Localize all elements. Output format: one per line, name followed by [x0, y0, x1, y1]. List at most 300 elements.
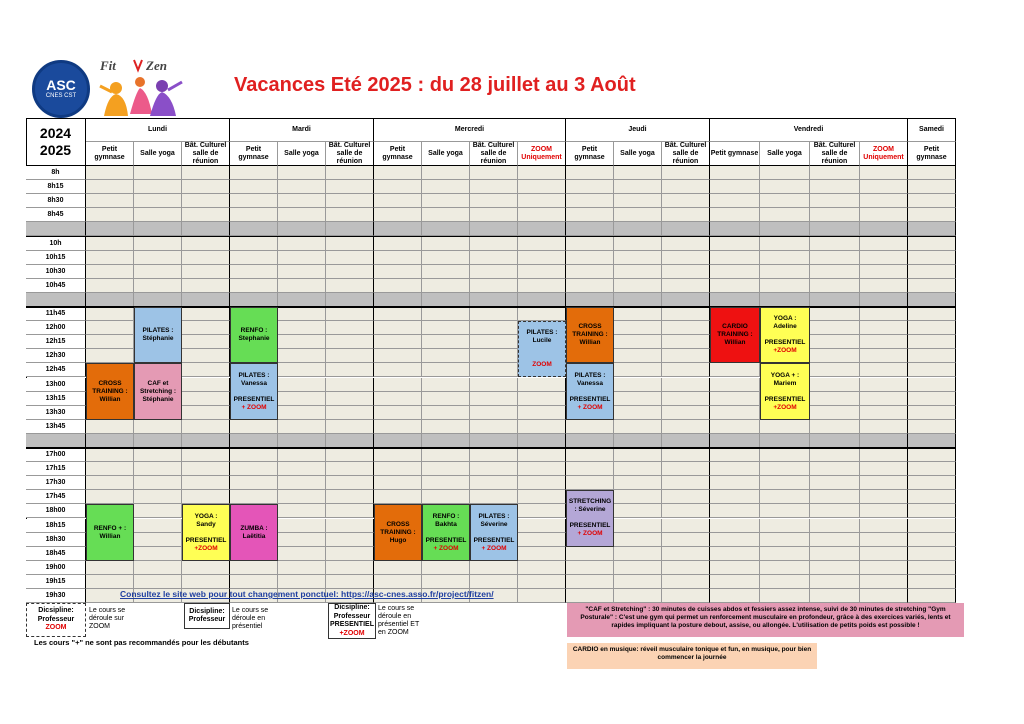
slot-cell — [470, 561, 518, 575]
slot-cell — [662, 265, 710, 279]
slot-cell — [614, 476, 662, 490]
room-header: Petit gymnase — [374, 142, 422, 166]
slot-cell — [230, 462, 278, 476]
room-header: Petit gymnase — [566, 142, 614, 166]
room-header: Bât. Culturel salle de réunion — [662, 142, 710, 166]
slot-cell — [908, 349, 956, 363]
slot-cell — [86, 208, 134, 222]
slot-cell — [134, 448, 182, 462]
legend-zoom-line2: Professeur — [37, 615, 75, 623]
slot-cell — [760, 237, 810, 251]
slot-cell — [86, 166, 134, 180]
slot-cell — [614, 519, 662, 533]
slot-cell — [810, 307, 860, 321]
slot-cell — [278, 406, 326, 420]
slot-cell — [326, 237, 374, 251]
slot-cell — [422, 265, 470, 279]
slot-cell — [710, 504, 760, 518]
slot-cell — [134, 166, 182, 180]
slot-cell — [662, 462, 710, 476]
slot-cell — [810, 575, 860, 589]
slot-cell — [860, 547, 908, 561]
slot-cell — [326, 490, 374, 504]
separator-cell — [182, 222, 230, 236]
class-text: PRESENTIEL — [764, 395, 806, 403]
slot-cell — [278, 462, 326, 476]
slot-cell — [518, 166, 566, 180]
slot-cell — [326, 349, 374, 363]
time-label: 12h00 — [26, 321, 86, 335]
time-label: 17h30 — [26, 476, 86, 490]
class-text: TRAINING : — [717, 331, 753, 339]
separator-cell — [470, 222, 518, 236]
slot-cell — [908, 392, 956, 406]
slot-cell — [182, 307, 230, 321]
slot-cell — [908, 237, 956, 251]
class-block[interactable] — [374, 504, 422, 560]
slot-cell — [422, 335, 470, 349]
slot-cell — [230, 476, 278, 490]
slot-cell — [86, 561, 134, 575]
slot-cell — [182, 251, 230, 265]
slot-cell — [908, 180, 956, 194]
separator-cell — [810, 293, 860, 307]
slot-cell — [518, 547, 566, 561]
slot-cell — [278, 575, 326, 589]
slot-cell — [278, 392, 326, 406]
slot-cell — [908, 448, 956, 462]
slot-cell — [710, 194, 760, 208]
slot-cell — [566, 265, 614, 279]
slot-cell — [182, 462, 230, 476]
class-text: YOGA : — [194, 512, 218, 520]
slot-cell — [422, 476, 470, 490]
separator-cell — [710, 434, 760, 448]
slot-cell — [182, 321, 230, 335]
slot-cell — [182, 194, 230, 208]
slot-cell — [470, 279, 518, 293]
class-block[interactable] — [134, 307, 182, 363]
slot-cell — [182, 166, 230, 180]
separator-cell — [230, 222, 278, 236]
slot-cell — [810, 237, 860, 251]
separator-cell — [182, 293, 230, 307]
slot-cell — [374, 462, 422, 476]
slot-cell — [662, 533, 710, 547]
time-label: 10h30 — [26, 265, 86, 279]
beginners-note: Les cours "+" ne sont pas recommandés pour les débutants — [34, 638, 249, 647]
slot-cell — [710, 462, 760, 476]
slot-cell — [134, 575, 182, 589]
slot-cell — [182, 349, 230, 363]
class-text: YOGA + : — [770, 371, 800, 379]
slot-cell — [710, 490, 760, 504]
slot-cell — [86, 194, 134, 208]
slot-cell — [374, 335, 422, 349]
time-label: 19h00 — [26, 561, 86, 575]
slot-cell — [860, 166, 908, 180]
slot-cell — [662, 420, 710, 434]
slot-cell — [566, 462, 614, 476]
slot-cell — [710, 378, 760, 392]
separator-cell — [810, 434, 860, 448]
class-zoom-tag: + ZOOM — [577, 530, 603, 538]
class-text: PILATES : — [142, 327, 174, 335]
room-header: Salle yoga — [278, 142, 326, 166]
slot-cell — [710, 533, 760, 547]
class-zoom-tag: +ZOOM — [773, 403, 797, 411]
slot-cell — [230, 575, 278, 589]
slot-cell — [860, 321, 908, 335]
slot-cell — [662, 180, 710, 194]
class-text: CAF et — [147, 379, 169, 387]
slot-cell — [908, 476, 956, 490]
slot-cell — [86, 575, 134, 589]
slot-cell — [518, 490, 566, 504]
slot-cell — [614, 378, 662, 392]
legend-zoom-box — [26, 603, 86, 637]
class-text: Sandy — [196, 520, 216, 528]
slot-cell — [810, 349, 860, 363]
slot-cell — [230, 490, 278, 504]
slot-cell — [278, 194, 326, 208]
class-text: Mariem — [773, 379, 797, 387]
separator-cell — [566, 434, 614, 448]
slot-cell — [518, 307, 566, 321]
slot-cell — [326, 166, 374, 180]
slot-cell — [230, 166, 278, 180]
class-block[interactable] — [86, 363, 134, 419]
slot-cell — [614, 251, 662, 265]
time-label: 13h00 — [26, 378, 86, 392]
slot-cell — [760, 589, 810, 603]
class-block[interactable] — [134, 363, 182, 419]
separator-cell — [614, 293, 662, 307]
slot-cell — [662, 166, 710, 180]
slot-cell — [908, 533, 956, 547]
slot-cell — [422, 406, 470, 420]
slot-cell — [374, 363, 422, 377]
slot-cell — [860, 420, 908, 434]
slot-cell — [278, 307, 326, 321]
slot-cell — [470, 378, 518, 392]
slot-cell — [518, 265, 566, 279]
slot-cell — [810, 561, 860, 575]
slot-cell — [614, 335, 662, 349]
slot-cell — [470, 307, 518, 321]
slot-cell — [860, 504, 908, 518]
slot-cell — [182, 406, 230, 420]
slot-cell — [566, 251, 614, 265]
slot-cell — [810, 392, 860, 406]
slot-cell — [518, 561, 566, 575]
slot-cell — [908, 575, 956, 589]
slot-cell — [182, 335, 230, 349]
slot-cell — [908, 194, 956, 208]
slot-cell — [908, 208, 956, 222]
slot-cell — [374, 279, 422, 293]
time-label: 8h30 — [26, 194, 86, 208]
class-block[interactable] — [518, 321, 566, 377]
slot-cell — [182, 237, 230, 251]
separator-cell — [326, 293, 374, 307]
slot-cell — [326, 519, 374, 533]
slot-cell — [860, 519, 908, 533]
class-block[interactable] — [710, 307, 760, 363]
slot-cell — [614, 504, 662, 518]
time-label: 17h15 — [26, 462, 86, 476]
slot-cell — [860, 251, 908, 265]
slot-cell — [86, 321, 134, 335]
class-block[interactable] — [566, 307, 614, 363]
separator-cell — [374, 293, 422, 307]
slot-cell — [278, 180, 326, 194]
class-text: TRAINING : — [380, 528, 416, 536]
slot-cell — [614, 237, 662, 251]
separator-cell — [518, 222, 566, 236]
page-title: Vacances Eté 2025 : du 28 juillet au 3 Août — [234, 74, 636, 96]
slot-cell — [860, 265, 908, 279]
class-text: CARDIO — [722, 323, 748, 331]
class-text — [784, 388, 786, 396]
slot-cell — [278, 237, 326, 251]
slot-cell — [710, 363, 760, 377]
separator-cell — [860, 434, 908, 448]
slot-cell — [422, 237, 470, 251]
slot-cell — [422, 307, 470, 321]
room-header: Petit gymnase — [86, 142, 134, 166]
slot-cell — [710, 251, 760, 265]
separator-cell — [86, 434, 134, 448]
slot-cell — [326, 194, 374, 208]
slot-cell — [470, 448, 518, 462]
slot-cell — [908, 265, 956, 279]
day-header: Vendredi — [710, 118, 908, 142]
slot-cell — [374, 349, 422, 363]
slot-cell — [86, 476, 134, 490]
separator-cell — [566, 293, 614, 307]
slot-cell — [810, 406, 860, 420]
slot-cell — [566, 589, 614, 603]
class-block[interactable] — [86, 504, 134, 560]
class-block[interactable] — [230, 363, 278, 419]
slot-cell — [760, 166, 810, 180]
slot-cell — [470, 490, 518, 504]
class-block[interactable] — [230, 307, 278, 363]
class-text: PRESENTIEL — [569, 395, 611, 403]
slot-cell — [908, 561, 956, 575]
slot-cell — [908, 519, 956, 533]
class-text — [205, 529, 207, 537]
class-text — [589, 514, 591, 522]
slot-cell — [422, 194, 470, 208]
slot-cell — [860, 406, 908, 420]
class-zoom-tag: ZOOM — [532, 361, 552, 369]
slot-cell — [278, 504, 326, 518]
slot-cell — [230, 448, 278, 462]
slot-cell — [86, 251, 134, 265]
class-text: TRAINING : — [572, 331, 608, 339]
slot-cell — [860, 208, 908, 222]
slot-cell — [566, 575, 614, 589]
class-text: PRESENTIEL — [425, 536, 467, 544]
slot-cell — [908, 490, 956, 504]
day-header: Mercredi — [374, 118, 566, 142]
class-text: PILATES : — [238, 371, 270, 379]
class-text — [541, 345, 543, 353]
day-header: Samedi — [908, 118, 956, 142]
slot-cell — [662, 251, 710, 265]
slot-cell — [662, 392, 710, 406]
slot-cell — [810, 180, 860, 194]
slot-cell — [810, 448, 860, 462]
slot-cell — [810, 476, 860, 490]
slot-cell — [134, 420, 182, 434]
slot-cell — [278, 265, 326, 279]
slot-cell — [422, 378, 470, 392]
slot-cell — [278, 448, 326, 462]
separator-cell — [760, 222, 810, 236]
slot-cell — [326, 476, 374, 490]
class-zoom-tag: + ZOOM — [241, 403, 267, 411]
slot-cell — [662, 378, 710, 392]
time-label: 19h15 — [26, 575, 86, 589]
legend-presentiel-box — [184, 603, 230, 629]
slot-cell — [134, 462, 182, 476]
slot-cell — [278, 561, 326, 575]
slot-cell — [518, 519, 566, 533]
slot-cell — [470, 194, 518, 208]
separator-cell — [134, 434, 182, 448]
slot-cell — [326, 420, 374, 434]
slot-cell — [182, 561, 230, 575]
separator-cell — [86, 222, 134, 236]
slot-cell — [614, 208, 662, 222]
class-text: Willian — [724, 339, 746, 347]
class-text: Stéphanie — [142, 335, 174, 343]
slot-cell — [860, 349, 908, 363]
slot-cell — [662, 490, 710, 504]
slot-cell — [662, 406, 710, 420]
legend-both-desc: Le cours se déroule en présentiel ET en ZOOM — [378, 605, 420, 636]
class-block[interactable] — [182, 504, 230, 560]
slot-cell — [566, 420, 614, 434]
slot-cell — [860, 589, 908, 603]
class-text: Willian — [579, 339, 601, 347]
slot-cell — [374, 420, 422, 434]
slot-cell — [374, 378, 422, 392]
slot-cell — [326, 251, 374, 265]
class-text: RENFO + : — [93, 524, 127, 532]
slot-cell — [326, 363, 374, 377]
class-text: Vanessa — [576, 379, 604, 387]
class-zoom-tag: +ZOOM — [194, 544, 218, 552]
slot-cell — [860, 378, 908, 392]
slot-cell — [908, 420, 956, 434]
class-block[interactable] — [566, 363, 614, 419]
slot-cell — [230, 194, 278, 208]
slot-cell — [278, 208, 326, 222]
slot-cell — [662, 547, 710, 561]
slot-cell — [614, 420, 662, 434]
slot-cell — [326, 575, 374, 589]
slot-cell — [182, 420, 230, 434]
separator-cell — [662, 293, 710, 307]
class-text: PILATES : — [574, 371, 606, 379]
slot-cell — [760, 420, 810, 434]
separator-cell — [760, 293, 810, 307]
website-link[interactable]: Consultez le site web pour tout changement ponctuel: https://asc-cnes.asso.fr/project/fitzen/ — [120, 589, 494, 599]
class-block[interactable] — [470, 504, 518, 560]
asc-logo — [32, 60, 90, 118]
slot-cell — [326, 561, 374, 575]
slot-cell — [710, 166, 760, 180]
slot-cell — [422, 180, 470, 194]
slot-cell — [326, 448, 374, 462]
slot-cell — [710, 237, 760, 251]
fitzen-logo — [96, 56, 184, 118]
separator-cell — [134, 293, 182, 307]
slot-cell — [908, 166, 956, 180]
slot-cell — [614, 166, 662, 180]
slot-cell — [518, 448, 566, 462]
separator-cell — [230, 434, 278, 448]
separator-row — [26, 293, 86, 307]
slot-cell — [278, 166, 326, 180]
slot-cell — [326, 406, 374, 420]
slot-cell — [278, 547, 326, 561]
slot-cell — [614, 180, 662, 194]
time-label: 12h15 — [26, 335, 86, 349]
slot-cell — [710, 279, 760, 293]
slot-cell — [662, 575, 710, 589]
slot-cell — [760, 194, 810, 208]
separator-cell — [810, 222, 860, 236]
slot-cell — [810, 378, 860, 392]
class-block[interactable] — [422, 504, 470, 560]
class-text: PRESENTIEL — [473, 536, 515, 544]
legend-both-line3: PRESENTIEL — [330, 621, 374, 628]
class-text: Adeline — [773, 323, 797, 331]
slot-cell — [470, 420, 518, 434]
class-block[interactable] — [760, 363, 810, 419]
cardio-note: CARDIO en musique: réveil musculaire tonique et fun, en musique, pour bien commencer la journée — [567, 643, 817, 669]
slot-cell — [566, 180, 614, 194]
slot-cell — [278, 279, 326, 293]
slot-cell — [134, 279, 182, 293]
slot-cell — [86, 349, 134, 363]
slot-cell — [662, 519, 710, 533]
section-divider — [26, 447, 956, 449]
slot-cell — [760, 547, 810, 561]
separator-cell — [230, 293, 278, 307]
separator-cell — [908, 434, 956, 448]
slot-cell — [860, 363, 908, 377]
slot-cell — [662, 504, 710, 518]
slot-cell — [614, 533, 662, 547]
slot-cell — [86, 490, 134, 504]
slot-cell — [470, 265, 518, 279]
slot-cell — [470, 208, 518, 222]
class-block[interactable] — [760, 307, 810, 363]
slot-cell — [470, 406, 518, 420]
separator-cell — [86, 293, 134, 307]
slot-cell — [518, 208, 566, 222]
slot-cell — [760, 180, 810, 194]
class-block[interactable] — [230, 504, 278, 560]
class-block[interactable] — [566, 490, 614, 546]
slot-cell — [182, 378, 230, 392]
